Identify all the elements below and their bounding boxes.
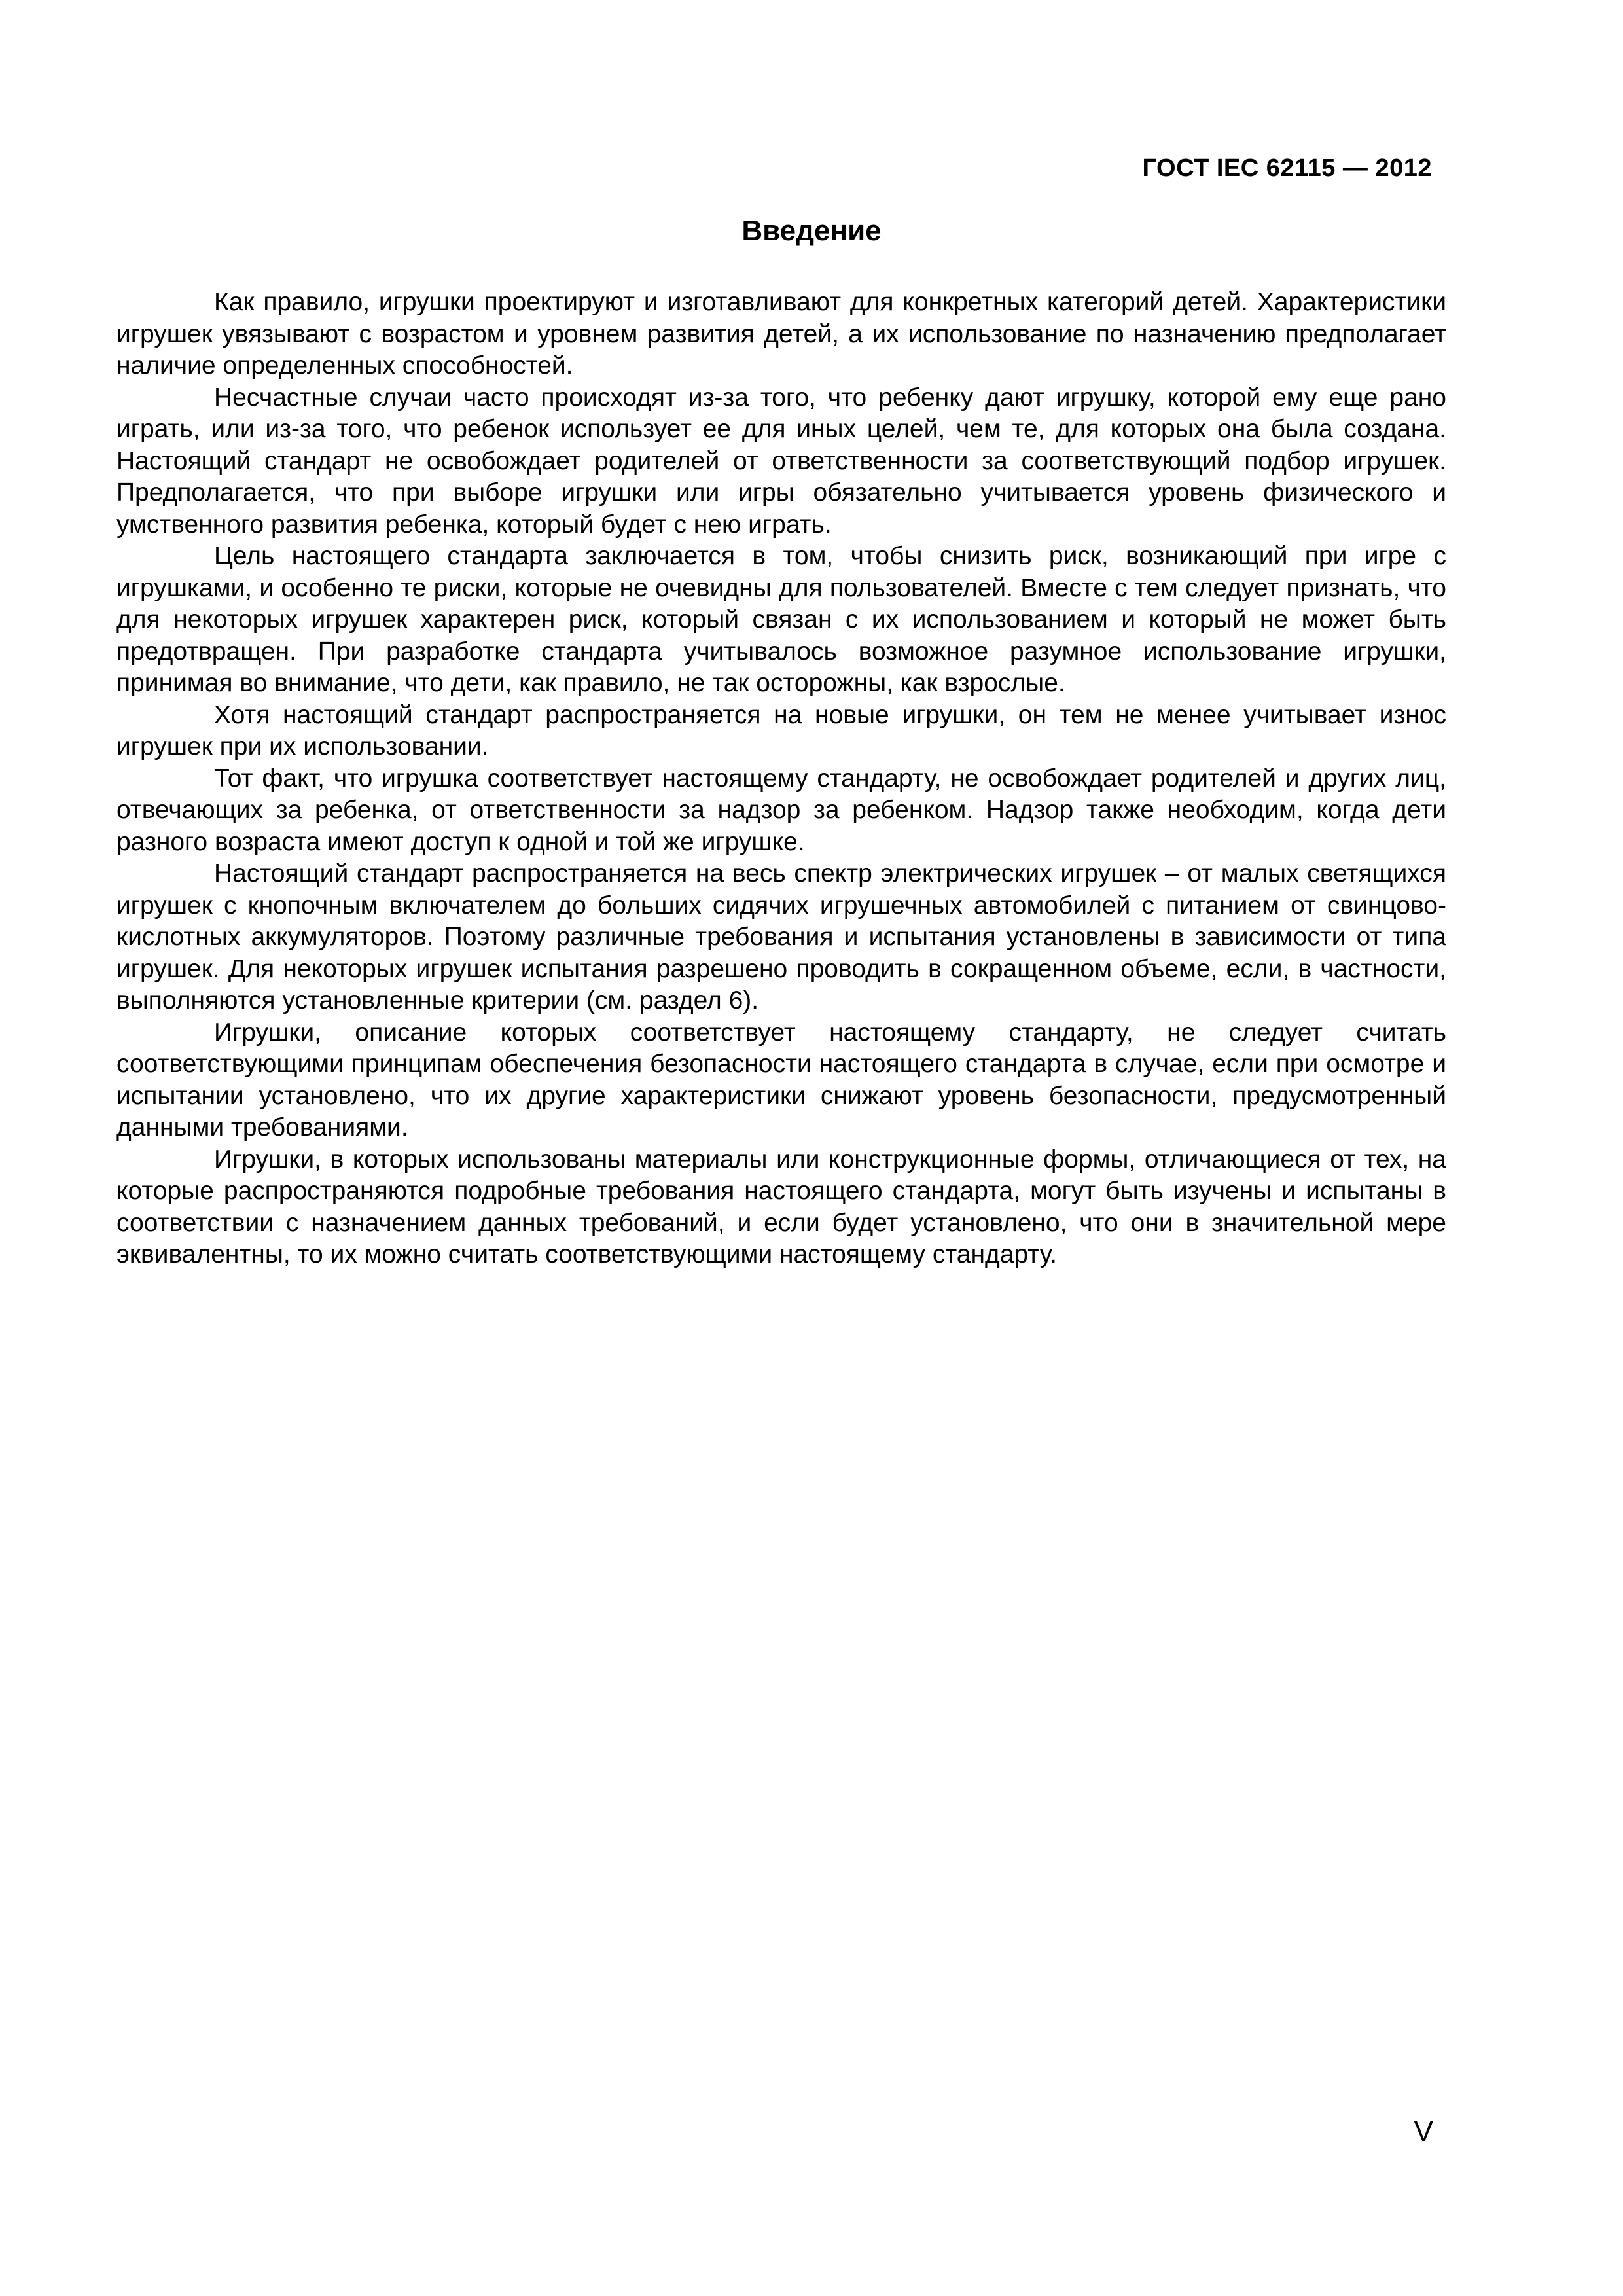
paragraph: Как правило, игрушки проектируют и изготавливают для конкретных категорий детей. Характеристики игрушек увязывают с возрастом и уровнем развития детей, а их использование по назначению предполагает наличие определенных способностей. [116, 288, 1446, 380]
paragraph: Тот факт, что игрушка соответствует настоящему стандарту, не освобождает родителей и других лиц, отвечающих за ребенка, от ответственности за надзор за ребенком. Надзор также необходим, когда дети разного возраста имеют доступ к одной и той же игрушке. [116, 764, 1446, 856]
paragraph: Несчастные случаи часто происходят из-за того, что ребенку дают игрушку, которой ему еще рано играть, или из-за того, что ребенок использует ее для иных целей, чем те, для которых она была создана. Настоящий стандарт не освобождает родителей от ответственности за соответствующий подбор игрушек. Предполагается, что при выборе игрушки или игры обязательно учитывается уровень физического и умственного развития ребенка, который будет с нею играть. [116, 383, 1446, 539]
paragraph: Игрушки, описание которых соответствует настоящему стандарту, не следует считать соответствующими принципам обеспечения безопасности настоящего стандарта в случае, если при осмотре и испытании установлено, что их другие характеристики снижают уровень безопасности, предусмотренный данными требованиями. [116, 1018, 1446, 1141]
page-number: V [1414, 2115, 1433, 2147]
paragraph: Игрушки, в которых использованы материалы или конструкционные формы, отличающиеся от тех, на которые распространяются подробные требования настоящего стандарта, могут быть изучены и испытаны в соответствии с назначением данных требований, и если будет установлено, что они в значительной мере эквивалентны, то их можно считать соответствующими настоящему стандарту. [116, 1145, 1446, 1268]
paragraph: Настоящий стандарт распространяется на весь спектр электрических игрушек – от малых светящихся игрушек с кнопочным включателем до больших сидячих игрушечных автомобилей с питанием от свинцово-кислотных аккумуляторов. Поэтому различные требования и испытания установлены в зависимости от типа игрушек. Для некоторых игрушек испытания разрешено проводить в сокращенном объеме, если, в частности, выполняются установленные критерии (см. раздел 6). [116, 859, 1446, 1014]
paragraph: Хотя настоящий стандарт распространяется на новые игрушки, он тем не менее учитывает износ игрушек при их использовании. [116, 700, 1446, 761]
section-title: Введение [741, 215, 882, 247]
paragraph: Цель настоящего стандарта заключается в том, чтобы снизить риск, возникающий при игре с игрушками, и особенно те риски, которые не очевидны для пользователей. Вместе с тем следует признать, что для некоторых игрушек характерен риск, который связан с их использованием и который не может быть предотвращен. При разработке стандарта учитывалось возможное разумное использование игрушки, принимая во внимание, что дети, как правило, не так осторожны, как взрослые. [116, 542, 1446, 697]
body-text [116, 287, 1446, 1271]
standard-id-header: ГОСТ IEC 62115 — 2012 [1142, 154, 1432, 182]
